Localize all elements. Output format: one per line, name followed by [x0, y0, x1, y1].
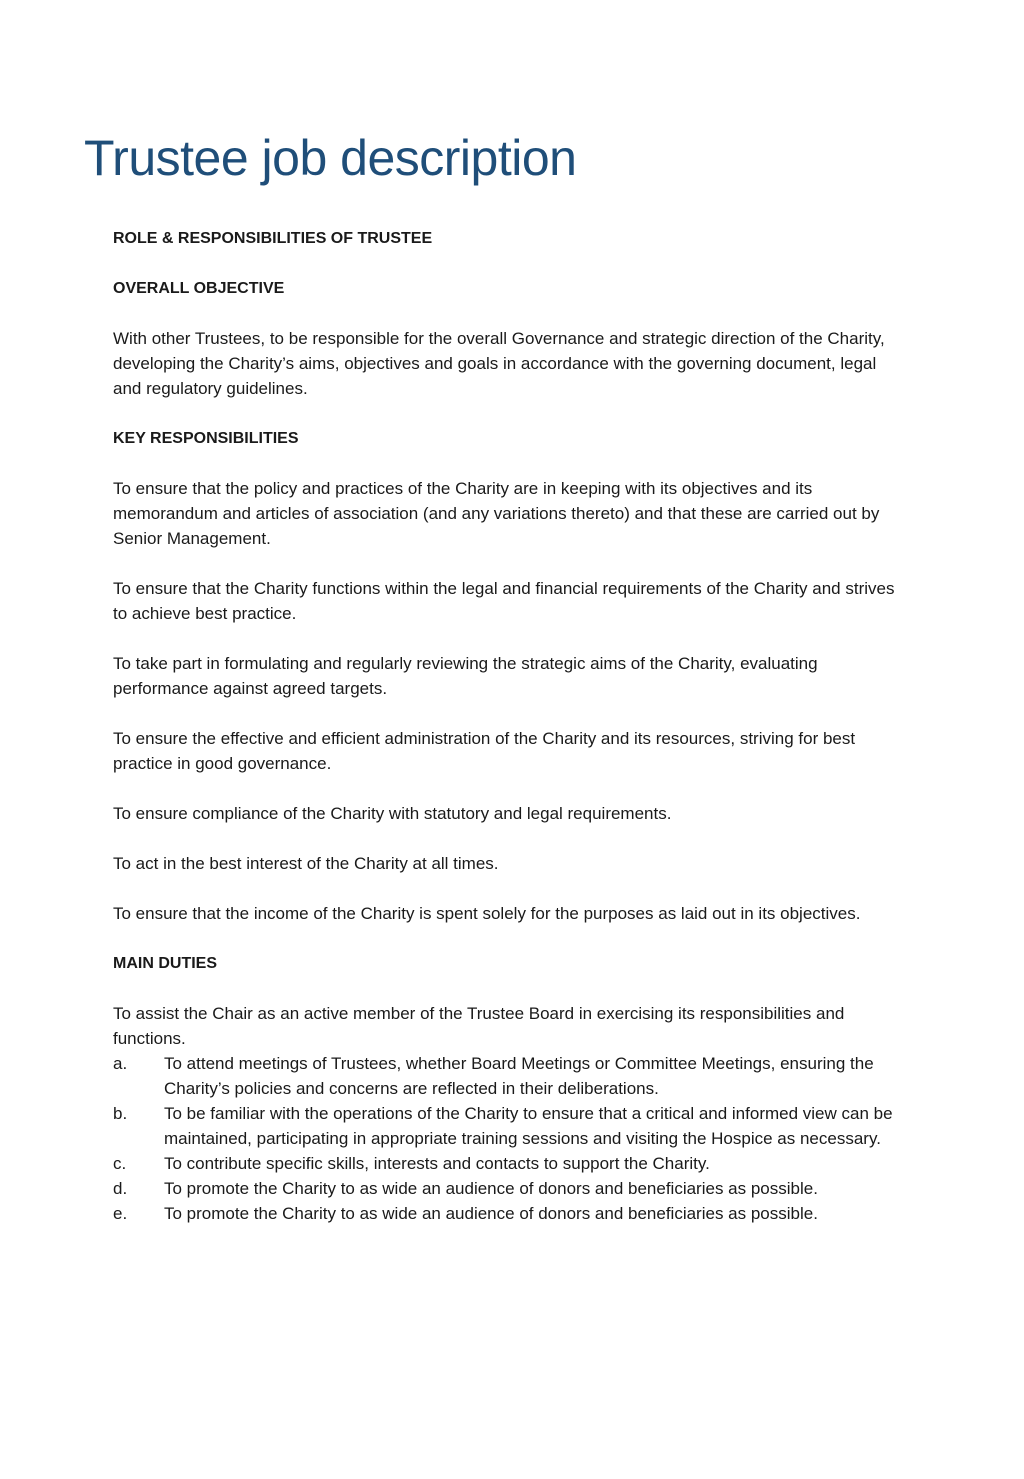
heading-key-responsibilities: KEY RESPONSIBILITIES [113, 430, 299, 447]
duty-text: To be familiar with the operations of the Charity to ensure that a critical and informed view can be maintained, participating in appropriate training sessions and visiting the Hospice as necessary. [164, 1104, 893, 1148]
page-title: Trustee job description [84, 130, 577, 186]
duties-intro: To assist the Chair as an active member of the Trustee Board in exercising its responsibilities and functions. [113, 1004, 845, 1048]
duties-list [113, 1051, 903, 1226]
heading-role: ROLE & RESPONSIBILITIES OF TRUSTEE [113, 230, 433, 247]
heading-objective: OVERALL OBJECTIVE [113, 280, 285, 297]
responsibility-paragraph: To ensure that the income of the Charity is spent solely for the purposes as laid out in its objectives. [113, 904, 861, 923]
responsibility-paragraph: To ensure compliance of the Charity with statutory and legal requirements. [113, 804, 672, 823]
duty-item [113, 1151, 903, 1176]
responsibility-paragraph: To ensure that the policy and practices of the Charity are in keeping with its objectives and its memorandum and articles of association (and any variations thereto) and that these are carried out by Senior Management. [113, 479, 880, 548]
objective-paragraph: With other Trustees, to be responsible for the overall Governance and strategic direction of the Charity, developing the Charity’s aims, objectives and goals in accordance with the governing document, legal and regulatory guidelines. [113, 329, 885, 398]
duty-text: To contribute specific skills, interests and contacts to support the Charity. [164, 1154, 710, 1173]
responsibility-paragraph: To act in the best interest of the Charity at all times. [113, 854, 499, 873]
duty-item [113, 1176, 903, 1201]
responsibility-paragraph: To ensure that the Charity functions within the legal and financial requirements of the Charity and strives to achieve best practice. [113, 579, 895, 623]
responsibility-paragraph: To ensure the effective and efficient administration of the Charity and its resources, striving for best practice in good governance. [113, 729, 856, 773]
document-body [113, 226, 903, 1226]
duty-text: To attend meetings of Trustees, whether Board Meetings or Committee Meetings, ensuring the Charity’s policies and concerns are reflected in their deliberations. [164, 1054, 874, 1098]
duty-item [113, 1051, 903, 1101]
duty-text: To promote the Charity to as wide an audience of donors and beneficiaries as possible. [164, 1179, 818, 1198]
duty-item [113, 1201, 903, 1226]
duty-item [113, 1101, 903, 1151]
duty-text: To promote the Charity to as wide an audience of donors and beneficiaries as possible. [164, 1204, 818, 1223]
duty-marker: c. [113, 1154, 127, 1173]
responsibility-paragraph: To take part in formulating and regularly reviewing the strategic aims of the Charity, evaluating performance against agreed targets. [113, 654, 818, 698]
duty-marker: d. [113, 1179, 128, 1198]
duty-marker: e. [113, 1204, 128, 1223]
duty-marker: a. [113, 1054, 128, 1073]
heading-main-duties: MAIN DUTIES [113, 955, 217, 972]
duty-marker: b. [113, 1104, 128, 1123]
